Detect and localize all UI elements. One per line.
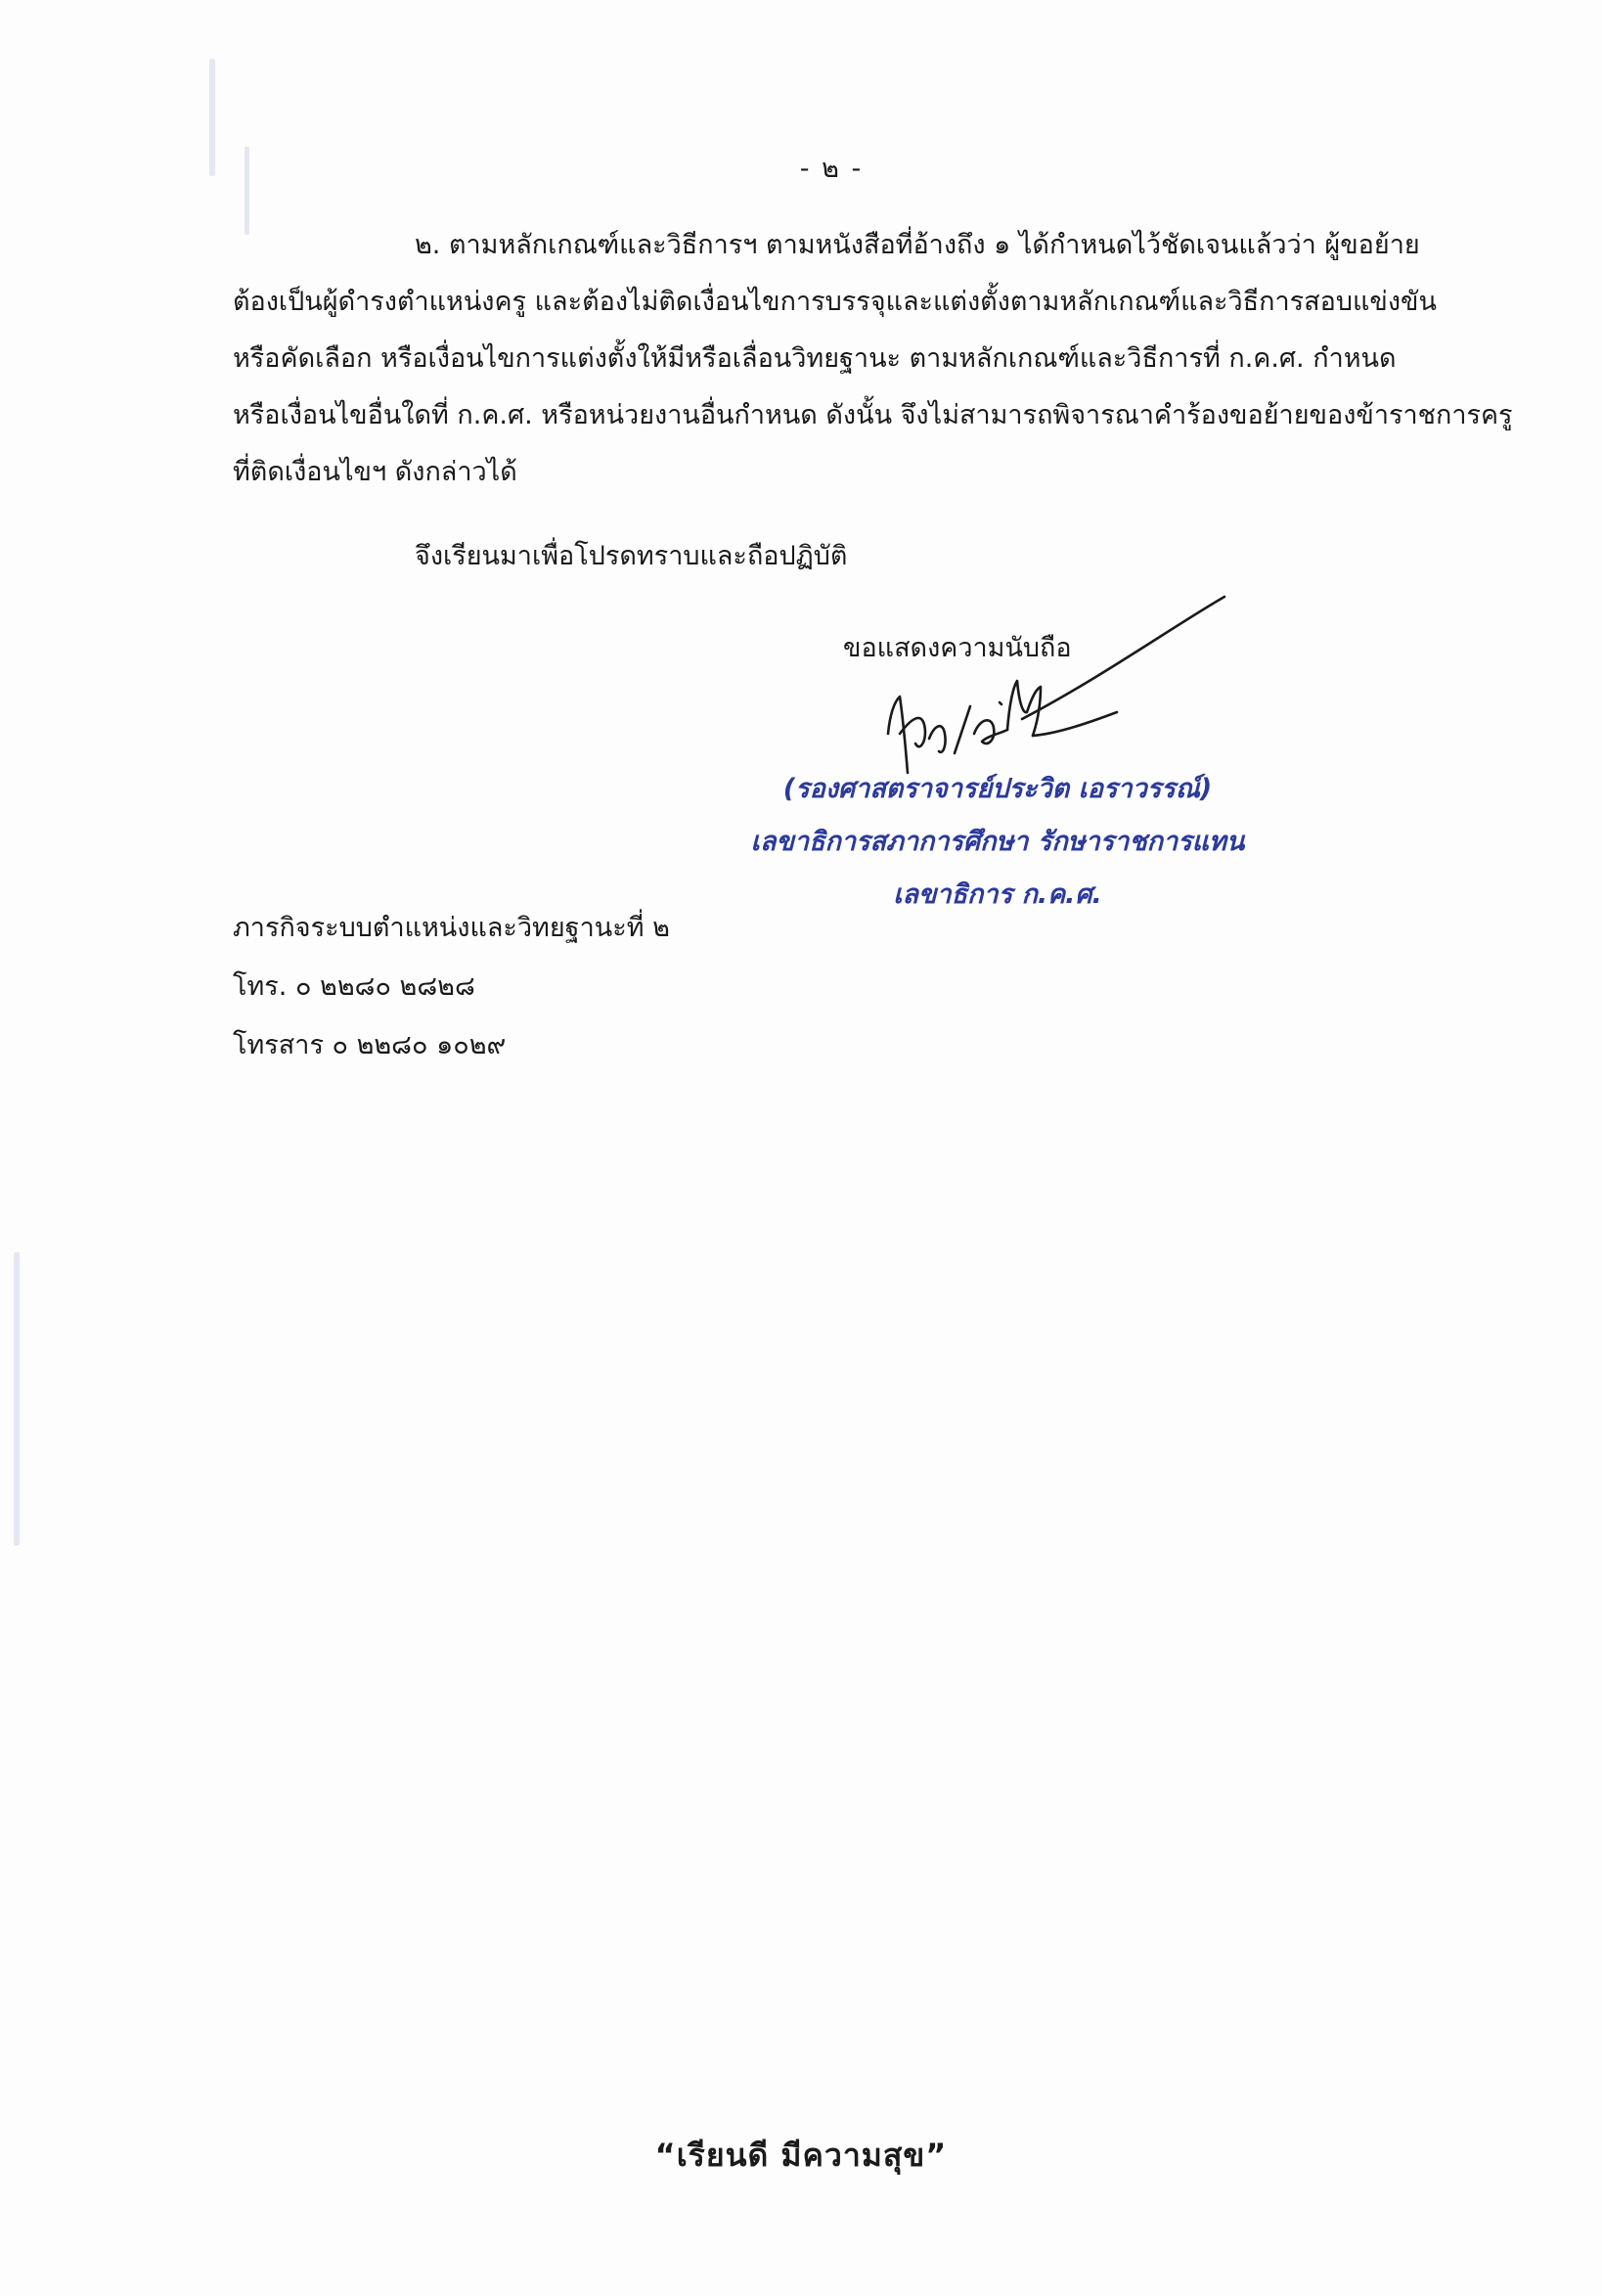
page-number: - ๒ -	[799, 154, 864, 184]
request-line: จึงเรียนมาเพื่อโปรดทราบและถือปฏิบัติ	[415, 541, 848, 571]
fax-number: โทรสาร ๐ ๒๒๘๐ ๑๐๒๙	[233, 1030, 507, 1060]
handwritten-signature	[861, 587, 1232, 792]
closing-salutation: ขอแสดงความนับถือ	[843, 633, 1072, 663]
phone-number: โทร. ๐ ๒๒๘๐ ๒๘๒๘	[233, 971, 475, 1002]
scan-mark	[14, 1252, 20, 1546]
signer-position-line-2: เลขาธิการ ก.ค.ศ.	[893, 879, 1102, 910]
paragraph-line-1: ๒. ตามหลักเกณฑ์และวิธีการฯ ตามหนังสือที่อ้างถึง ๑ ได้กำหนดไว้ชัดเจนแล้วว่า ผู้ขอย้าย	[415, 230, 1420, 260]
office-unit: ภารกิจระบบตำแหน่งและวิทยฐานะที่ ๒	[233, 913, 670, 943]
signer-position-line-1: เลขาธิการสภาการศึกษา รักษาราชการแทน	[750, 827, 1245, 857]
paragraph-line-2: ต้องเป็นผู้ดำรงตำแหน่งครู และต้องไม่ติดเงื่อนไขการบรรจุและแต่งตั้งตามหลักเกณฑ์และวิธีการสอบแข่งขัน	[233, 287, 1437, 317]
signer-name: (รองศาสตราจารย์ประวิต เอราวรรณ์)	[782, 774, 1213, 804]
paragraph-line-5: ที่ติดเงื่อนไขฯ ดังกล่าวได้	[233, 457, 517, 487]
footer-slogan: “เรียนดี มีความสุข”	[654, 2137, 948, 2174]
paragraph-line-3: หรือคัดเลือก หรือเงื่อนไขการแต่งตั้งให้มีหรือเลื่อนวิทยฐานะ ตามหลักเกณฑ์และวิธีการที่ ก.ค.ศ. กำหนด	[233, 343, 1397, 374]
paragraph-line-4: หรือเงื่อนไขอื่นใดที่ ก.ค.ศ. หรือหน่วยงานอื่นกำหนด ดังนั้น จึงไม่สามารถพิจารณาคำร้องขอย้ายของข้าราชการครู	[233, 400, 1513, 430]
